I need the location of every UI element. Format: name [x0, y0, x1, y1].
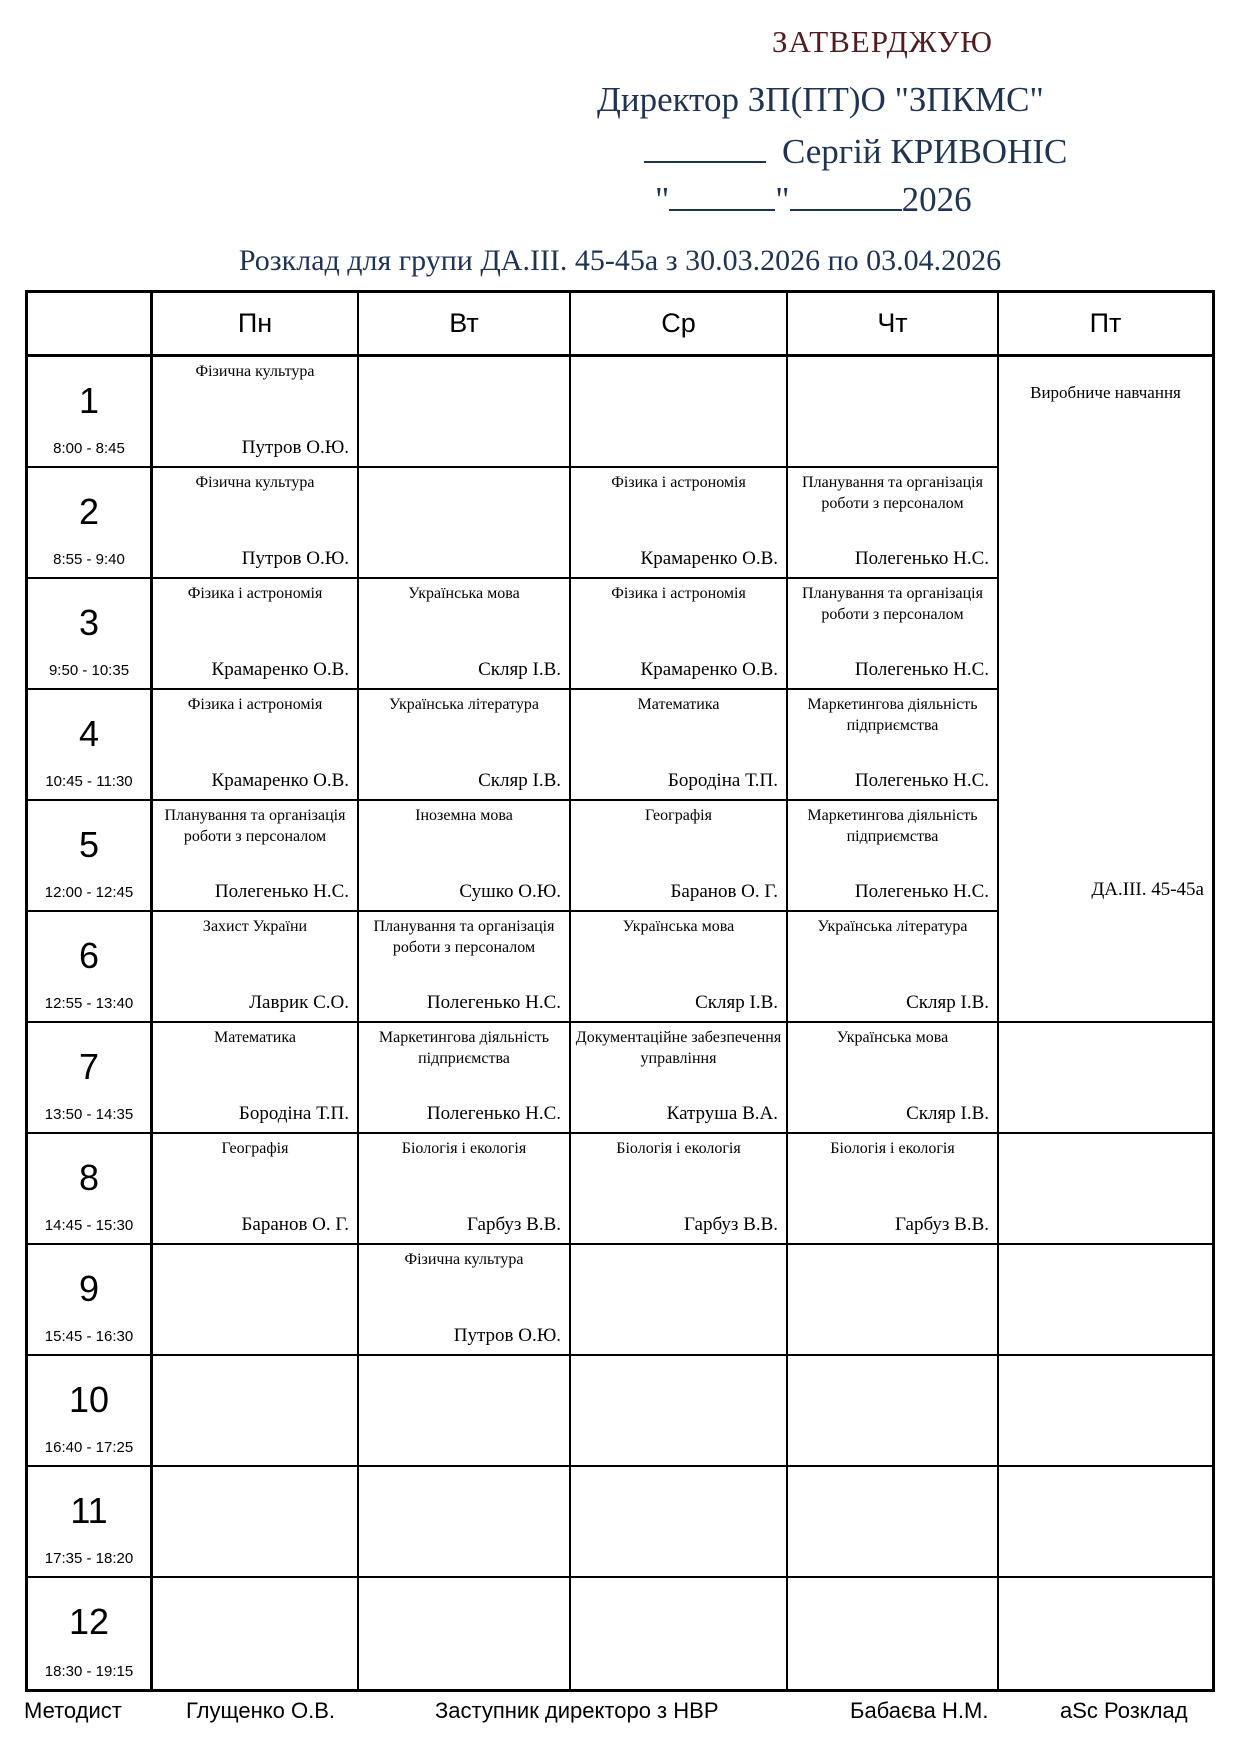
day-header-thu: Чт: [788, 293, 999, 357]
open-quote: ": [655, 180, 670, 219]
lesson-subject: Українська література: [389, 696, 539, 713]
period-time: 12:55 - 13:40: [44, 995, 134, 1012]
period-cell-7: [28, 1023, 153, 1134]
lesson-subject: Фізична культура: [195, 363, 315, 380]
lesson-subject: Біологія і екологія: [401, 1140, 527, 1157]
teacher-name: Бородіна Т.П.: [667, 770, 778, 791]
period-cell-2: [28, 468, 153, 579]
empty-lesson-cell: [999, 1134, 1212, 1245]
footer-asc-brand: aSc Розклад: [1060, 1698, 1188, 1723]
empty-lesson-cell: [153, 1467, 359, 1578]
director-line: Директор ЗП(ПТ)О "ЗПКМС": [597, 80, 1044, 119]
lesson-subject: Маркетингова діяльність підприємства: [807, 807, 978, 845]
group-label: ДА.ІІІ. 45-45а: [1091, 879, 1204, 900]
director-name: Сергій КРИВОНІС: [782, 132, 1068, 171]
lesson-cell: [359, 579, 571, 690]
lesson-cell: [571, 801, 788, 912]
empty-lesson-cell: [571, 1578, 788, 1689]
teacher-name: Скляр І.В.: [906, 992, 989, 1013]
footer-role-methodist: Методист: [24, 1698, 122, 1723]
period-number: 4: [78, 712, 100, 754]
period-cell-9: [28, 1245, 153, 1356]
lesson-cell: [571, 1134, 788, 1245]
lesson-subject: Географія: [645, 807, 712, 824]
timetable-grid: [25, 290, 1215, 1692]
date-month-underline: [790, 207, 902, 211]
teacher-name: Баранов О. Г.: [670, 881, 778, 902]
teacher-name: Бородіна Т.П.: [238, 1103, 349, 1124]
lesson-subject: Планування та організація роботи з персоналом: [802, 474, 983, 512]
empty-lesson-cell: [788, 1578, 999, 1689]
empty-lesson-cell: [999, 1578, 1212, 1689]
lesson-subject: Українська мова: [836, 1029, 949, 1046]
teacher-name: Гарбуз В.В.: [684, 1214, 778, 1235]
lesson-cell: [788, 1134, 999, 1245]
lesson-subject: Математика: [637, 696, 720, 713]
schedule-title: Розклад для групи ДА.ІІІ. 45-45а з 30.03.2026 по 03.04.2026: [238, 244, 1002, 277]
period-number: 3: [78, 601, 100, 643]
lesson-cell: [788, 468, 999, 579]
lesson-subject: Українська мова: [408, 585, 520, 602]
lesson-subject: Іноземна мова: [415, 807, 513, 824]
lesson-subject: Біологія і екологія: [830, 1140, 955, 1157]
signature-line: [644, 132, 1067, 172]
corner-cell: [28, 293, 153, 357]
lesson-subject: Фізика і астрономія: [187, 585, 323, 602]
teacher-name: Скляр І.В.: [478, 659, 561, 680]
lesson-cell: [359, 912, 571, 1023]
lesson-cell: [359, 1023, 571, 1134]
lesson-cell: [788, 579, 999, 690]
teacher-name: Полегенько Н.С.: [854, 770, 989, 791]
lesson-cell: [153, 912, 359, 1023]
lesson-cell: [788, 801, 999, 912]
period-number: 12: [68, 1601, 110, 1643]
empty-lesson-cell: [571, 357, 788, 468]
period-number: 11: [70, 1489, 108, 1531]
empty-lesson-cell: [788, 1467, 999, 1578]
teacher-name: Полегенько Н.С.: [426, 1103, 561, 1124]
teacher-name: Лаврик С.О.: [249, 992, 349, 1013]
lesson-cell: [571, 690, 788, 801]
lesson-subject: Захист України: [202, 918, 308, 935]
period-number: 7: [78, 1045, 100, 1087]
teacher-name: Баранов О. Г.: [241, 1214, 349, 1235]
friday-practice-cell: [999, 357, 1212, 1023]
lesson-cell: [153, 801, 359, 912]
teacher-name: Катруша В.А.: [666, 1103, 778, 1124]
period-time: 8:55 - 9:40: [53, 551, 125, 568]
day-header-wed: Ср: [571, 293, 788, 357]
period-time: 18:30 - 19:15: [44, 1663, 134, 1680]
lesson-subject: Маркетингова діяльність підприємства: [807, 696, 978, 734]
day-header-fri: Пт: [999, 293, 1212, 357]
period-number: 8: [78, 1156, 100, 1198]
empty-lesson-cell: [788, 1356, 999, 1467]
lesson-cell: [788, 912, 999, 1023]
lesson-cell: [153, 1023, 359, 1134]
teacher-name: Скляр І.В.: [478, 770, 561, 791]
teacher-name: Полегенько Н.С.: [426, 992, 561, 1013]
period-cell-12: [28, 1578, 153, 1689]
period-number: 5: [78, 823, 100, 865]
date-line: [655, 180, 972, 220]
lesson-subject: Фізична культура: [195, 474, 315, 491]
period-cell-6: [28, 912, 153, 1023]
empty-lesson-cell: [999, 1245, 1212, 1356]
empty-lesson-cell: [999, 1023, 1212, 1134]
teacher-name: Крамаренко О.В.: [640, 659, 778, 680]
period-cell-4: [28, 690, 153, 801]
empty-lesson-cell: [153, 1578, 359, 1689]
lesson-cell: [571, 579, 788, 690]
period-time: 14:45 - 15:30: [44, 1217, 134, 1234]
date-day-underline: [669, 207, 775, 211]
footer-deputy-name: Бабаєва Н.М.: [850, 1698, 989, 1723]
period-number: 10: [68, 1378, 110, 1420]
teacher-name: Крамаренко О.В.: [640, 548, 778, 569]
period-cell-5: [28, 801, 153, 912]
empty-lesson-cell: [788, 1245, 999, 1356]
period-time: 12:00 - 12:45: [44, 884, 134, 901]
teacher-name: Полегенько Н.С.: [214, 881, 349, 902]
period-time: 9:50 - 10:35: [48, 662, 130, 679]
lesson-subject: Фізика і астрономія: [611, 474, 746, 491]
empty-lesson-cell: [999, 1356, 1212, 1467]
lesson-subject: Географія: [221, 1140, 289, 1157]
teacher-name: Скляр І.В.: [906, 1103, 989, 1124]
friday-practice-label: Виробниче навчання: [1030, 383, 1181, 402]
empty-lesson-cell: [359, 1578, 571, 1689]
teacher-name: Путров О.Ю.: [241, 548, 349, 569]
lesson-cell: [153, 468, 359, 579]
teacher-name: Скляр І.В.: [695, 992, 778, 1013]
lesson-cell: [153, 357, 359, 468]
period-cell-3: [28, 579, 153, 690]
lesson-cell: [571, 1023, 788, 1134]
teacher-name: Путров О.Ю.: [241, 437, 349, 458]
period-time: 13:50 - 14:35: [44, 1106, 134, 1123]
lesson-subject: Фізика і астрономія: [611, 585, 746, 602]
lesson-subject: Біологія і екологія: [616, 1140, 741, 1157]
year-label: 2026: [901, 180, 972, 219]
day-header-mon: Пн: [153, 293, 359, 357]
teacher-name: Путров О.Ю.: [453, 1325, 561, 1346]
day-header-tue: Вт: [359, 293, 571, 357]
teacher-name: Полегенько Н.С.: [854, 548, 989, 569]
period-number: 1: [78, 379, 100, 421]
teacher-name: Сушко О.Ю.: [459, 881, 561, 902]
period-cell-8: [28, 1134, 153, 1245]
empty-lesson-cell: [359, 1467, 571, 1578]
lesson-cell: [153, 690, 359, 801]
footer-role-deputy: Заступник директоро з НВР: [435, 1698, 719, 1723]
lesson-cell: [571, 912, 788, 1023]
lesson-subject: Українська література: [817, 918, 968, 935]
teacher-name: Гарбуз В.В.: [467, 1214, 561, 1235]
teacher-name: Крамаренко О.В.: [211, 659, 349, 680]
lesson-subject: Математика: [214, 1029, 296, 1046]
empty-lesson-cell: [359, 357, 571, 468]
lesson-cell: [359, 1245, 571, 1356]
lesson-cell: [359, 1134, 571, 1245]
lesson-subject: Фізика і астрономія: [187, 696, 323, 713]
empty-lesson-cell: [571, 1356, 788, 1467]
signature-underline: [644, 159, 766, 163]
empty-lesson-cell: [788, 357, 999, 468]
lesson-cell: [571, 468, 788, 579]
empty-lesson-cell: [153, 1245, 359, 1356]
period-time: 8:00 - 8:45: [53, 440, 125, 457]
empty-lesson-cell: [359, 1356, 571, 1467]
lesson-subject: Фізична культура: [404, 1251, 524, 1268]
close-quote: ": [775, 180, 790, 219]
teacher-name: Гарбуз В.В.: [895, 1214, 989, 1235]
empty-lesson-cell: [571, 1467, 788, 1578]
period-number: 6: [78, 934, 100, 976]
period-cell-11: [28, 1467, 153, 1578]
approval-stamp: ЗАТВЕРДЖУЮ: [772, 24, 993, 59]
empty-lesson-cell: [999, 1467, 1212, 1578]
period-cell-1: [28, 357, 153, 468]
lesson-subject: Планування та організація роботи з персоналом: [802, 585, 983, 623]
lesson-subject: Маркетингова діяльність підприємства: [378, 1029, 550, 1067]
empty-lesson-cell: [153, 1356, 359, 1467]
period-time: 15:45 - 16:30: [44, 1328, 134, 1345]
period-number: 9: [78, 1267, 100, 1309]
lesson-subject: Українська мова: [622, 918, 735, 935]
empty-lesson-cell: [571, 1245, 788, 1356]
teacher-name: Полегенько Н.С.: [854, 659, 989, 680]
empty-lesson-cell: [359, 468, 571, 579]
lesson-cell: [788, 690, 999, 801]
period-time: 16:40 - 17:25: [44, 1439, 134, 1456]
lesson-cell: [788, 1023, 999, 1134]
lesson-cell: [359, 801, 571, 912]
lesson-cell: [153, 1134, 359, 1245]
lesson-subject: Документаційне забезпечення управління: [575, 1029, 782, 1067]
lesson-subject: Планування та організація роботи з персоналом: [164, 807, 346, 845]
teacher-name: Полегенько Н.С.: [854, 881, 989, 902]
lesson-subject: Планування та організація роботи з персоналом: [373, 918, 555, 956]
period-time: 10:45 - 11:30: [45, 773, 133, 790]
footer-methodist-name: Глущенко О.В.: [186, 1698, 335, 1723]
teacher-name: Крамаренко О.В.: [211, 770, 349, 791]
lesson-cell: [153, 579, 359, 690]
period-time: 17:35 - 18:20: [44, 1550, 134, 1567]
period-cell-10: [28, 1356, 153, 1467]
period-number: 2: [78, 490, 100, 532]
lesson-cell: [359, 690, 571, 801]
